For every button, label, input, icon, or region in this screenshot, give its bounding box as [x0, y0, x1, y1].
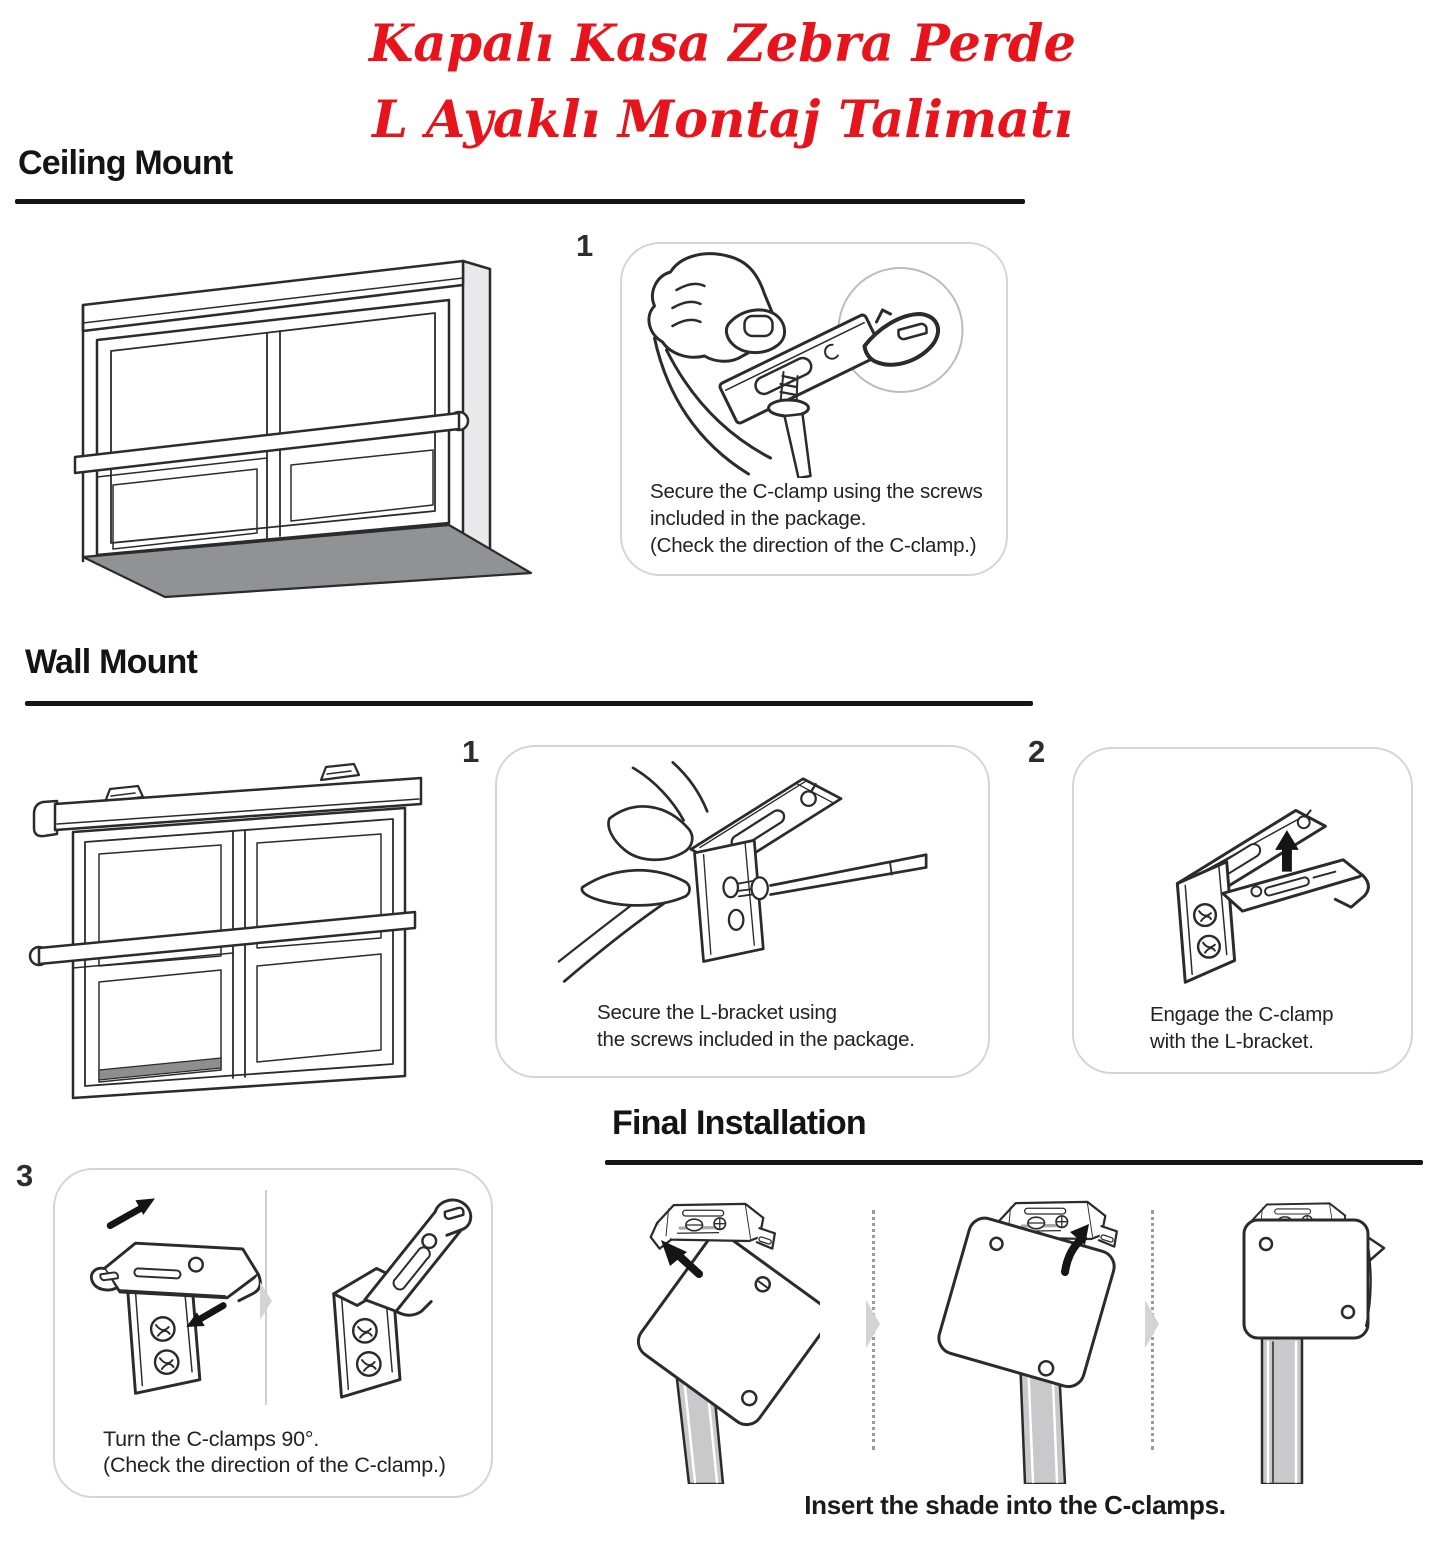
caption-line: Turn the C-clamps 90°.	[103, 1427, 320, 1451]
ceiling-step-1-number: 1	[576, 228, 594, 263]
final-installation-heading: Final Installation	[612, 1104, 866, 1142]
c-clamp-after-rotation-illustration	[283, 1184, 478, 1424]
wall-mount-heading: Wall Mount	[25, 643, 198, 681]
window-with-ceiling-mounted-shade-illustration	[35, 245, 545, 600]
ceiling-step-1-caption	[650, 478, 983, 559]
gray-arrow-icon	[1145, 1300, 1159, 1348]
ceiling-section-divider	[15, 199, 1025, 204]
wall-step-2-number: 2	[1028, 734, 1046, 769]
final-section-divider	[605, 1160, 1423, 1165]
c-clamp-engaging-l-bracket-illustration	[1116, 767, 1371, 999]
c-clamp-before-rotation-illustration	[77, 1188, 272, 1428]
insert-shade-stage-1-illustration	[605, 1192, 820, 1484]
wall-step-2-caption	[1150, 1001, 1333, 1055]
ceiling-mount-heading: Ceiling Mount	[18, 144, 233, 182]
final-step-3-number: 3	[16, 1158, 34, 1193]
wall-section-divider	[25, 701, 1033, 706]
hand-securing-c-clamp-with-screw-illustration	[630, 250, 1000, 478]
wall-step-1-caption	[597, 999, 915, 1053]
final-step-3-box	[53, 1168, 493, 1498]
caption-line: Secure the C-clamp using the screws	[650, 480, 983, 503]
caption-line: Engage the C-clamp	[1150, 1003, 1334, 1026]
gray-arrow-icon	[866, 1300, 880, 1348]
wall-step-1-number: 1	[462, 734, 480, 769]
caption-line: (Check the direction of the C-clamp.)	[103, 1453, 446, 1477]
caption-line: the screws included in the package.	[597, 1028, 915, 1051]
window-with-wall-mounted-shade-illustration	[25, 740, 455, 1100]
hand-securing-l-bracket-with-screwdriver-illustration	[557, 755, 937, 997]
page-title	[0, 6, 1445, 158]
page-title-line-1: Kapalı Kasa Zebra Perde	[369, 14, 1076, 74]
caption-line: with the L-bracket.	[1150, 1030, 1314, 1053]
insert-shade-stage-2-illustration	[915, 1192, 1130, 1484]
final-step-3-caption	[103, 1426, 446, 1478]
wall-step-1-box	[495, 745, 990, 1078]
caption-line: included in the package.	[650, 507, 867, 530]
final-sequence-caption: Insert the shade into the C-clamps.	[804, 1490, 1226, 1520]
insert-shade-stage-3-illustration	[1200, 1192, 1415, 1484]
caption-line: (Check the direction of the C-clamp.)	[650, 534, 977, 557]
wall-step-2-box	[1072, 747, 1413, 1074]
ceiling-step-1-box	[620, 242, 1008, 576]
caption-line: Secure the L-bracket using	[597, 1001, 837, 1024]
gray-arrow-icon	[260, 1282, 272, 1320]
page-title-line-2: L Ayaklı Montaj Talimatı	[372, 90, 1073, 150]
